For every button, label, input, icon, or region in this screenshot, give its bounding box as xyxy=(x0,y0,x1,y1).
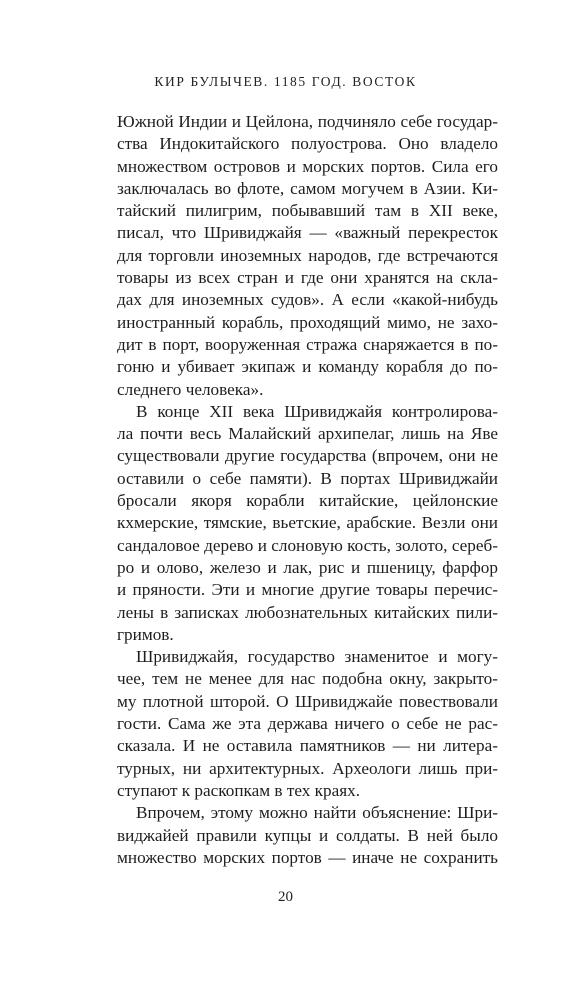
text-line: ства Индокитайского полуострова. Оно владело xyxy=(117,134,498,154)
text-line: гости. Сама же эта держава ничего о себе не рас- xyxy=(117,714,498,734)
text-line: тайский пилигрим, побывавший там в XII веке, xyxy=(117,201,498,221)
text-line: В конце XII века Шривиджайя контролирова- xyxy=(136,401,498,421)
text-line: дит в порт, вооруженная стража снаряжается в по- xyxy=(117,334,498,354)
text-line: для торговли иноземных народов, где встречаются xyxy=(117,245,498,265)
paragraph-2 xyxy=(117,401,498,646)
text-line: ро и олово, железо и лак, рис и пшеницу, фарфор xyxy=(117,557,498,577)
text-line: множество морских портов — иначе не сохранить xyxy=(117,847,498,867)
text-line: гоню и убивает экипаж и команду корабля до по- xyxy=(117,357,498,377)
page-number: 20 xyxy=(278,889,293,905)
text-line: турных, ни архитектурных. Археологи лишь при- xyxy=(117,758,498,778)
text-line: писал, что Шривиджайя — «важный перекресток xyxy=(117,223,498,243)
body-text xyxy=(117,111,498,869)
text-line: лены в записках любознательных китайских пили- xyxy=(117,602,498,622)
text-line: бросали якоря корабли китайские, цейлонские xyxy=(117,491,498,511)
paragraph-4 xyxy=(117,802,498,869)
text-line: сказала. И не оставила памятников — ни литера- xyxy=(117,736,498,756)
text-line: Южной Индии и Цейлона, подчиняло себе государ- xyxy=(117,112,498,131)
text-line: чее, тем не менее для нас подобна окну, закрыто- xyxy=(117,669,498,689)
text-line: множеством островов и морских портов. Сила его xyxy=(117,156,498,176)
text-line: Впрочем, этому можно найти объяснение: Шри- xyxy=(136,803,498,823)
text-line: дах для иноземных судов». А если «какой-нибудь xyxy=(117,290,498,310)
text-line: кхмерские, тямские, вьетские, арабские. Везли они xyxy=(117,513,498,533)
text-line: ла почти весь Малайский архипелаг, лишь на Яве xyxy=(117,424,498,444)
text-line: существовали другие государства (впрочем, они не xyxy=(117,446,498,466)
running-head: КИР БУЛЫЧЕВ. 1185 ГОД. ВОСТОК xyxy=(154,74,417,89)
text-line: му плотной шторой. О Шривиджайе повествовали xyxy=(117,691,498,711)
text-line: виджайей правили купцы и солдаты. В ней было xyxy=(117,825,498,845)
text-line: гримов. xyxy=(117,624,174,644)
paragraph-1 xyxy=(117,111,498,401)
text-line: оставили о себе памяти). В портах Шривиджайи xyxy=(117,468,498,488)
text-line: сандаловое дерево и слоновую кость, золото, сереб- xyxy=(117,535,498,555)
text-line: заключалась во флоте, самом могучем в Азии. Ки- xyxy=(117,178,498,198)
text-line: ступают к раскопкам в тех краях. xyxy=(117,780,360,800)
text-line: Шривиджайя, государство знаменитое и могу- xyxy=(136,647,498,667)
paragraph-3 xyxy=(117,646,498,802)
text-line: товары из всех стран и где они хранятся на скла- xyxy=(117,268,498,288)
text-line: следнего человека». xyxy=(117,379,264,399)
text-line: иностранный корабль, проходящий мимо, не захо- xyxy=(117,312,498,332)
text-line: и пряности. Эти и многие другие товары перечис- xyxy=(117,580,498,600)
